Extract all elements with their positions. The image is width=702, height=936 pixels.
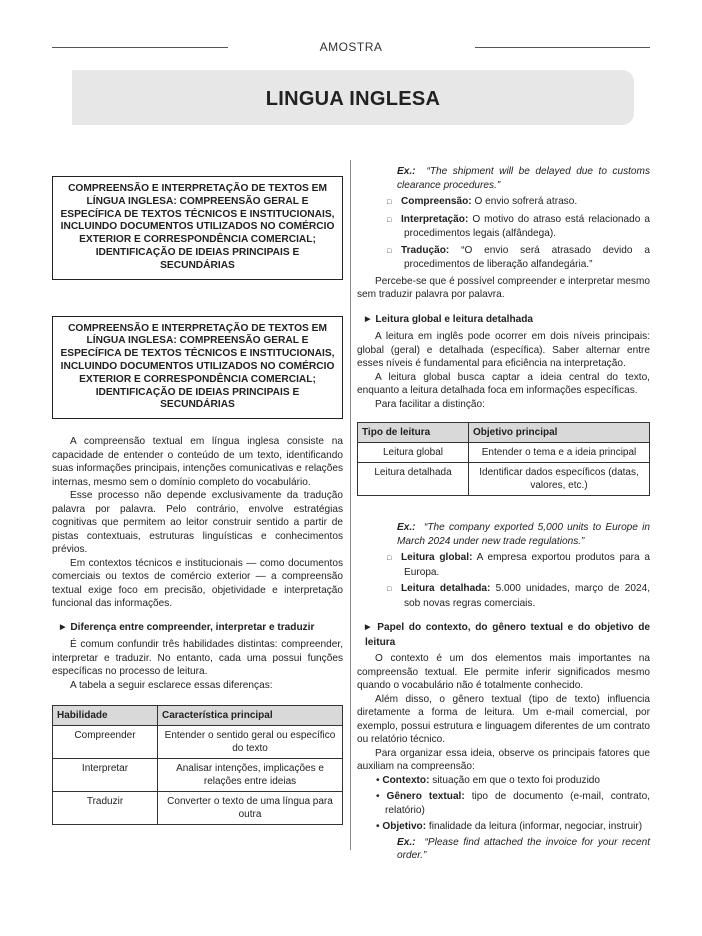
example: Ex.: “The shipment will be delayed due to customs clearance procedures.” [397,166,650,191]
title-band [72,70,634,125]
paragraph: A leitura em inglês pode ocorrer em dois níveis principais: global (geral) e detalhada (específica). Saber alternar entre esses níveis é fundamental para eficiência na interpretação. [357,331,650,369]
table-cell: Interpretar [53,759,158,792]
table-row [53,726,343,759]
table-cell: Compreender [53,726,158,759]
list-item: • Contexto: situação em que o texto foi produzido [376,774,601,786]
table-header: Habilidade [53,706,158,726]
square-bullet-icon: □ [387,555,392,562]
example: Ex.: “Please find attached the invoice for your recent order.” [397,836,650,861]
example-item: □ Tradução: “O envio será atrasado devido a procedimentos de liberação alfandegária.” [387,244,650,270]
table-header: Característica principal [158,706,343,726]
topic-box: COMPREENSÃO E INTERPRETAÇÃO DE TEXTOS EM LÍNGUA INGLESA: COMPREENSÃO GERAL E ESPECÍFICA DE TEXTOS TÉCNICOS E INSTITUCIONAIS, INCLUINDO DOCUMENTOS UTILIZADOS NO COMÉRCIO EXTERIOR E CORRESPONDÊNCIA COMERCIAL; IDENTIFICAÇÃO DE IDEIAS PRINCIPAIS E SECUNDÁRIAS [52,316,343,420]
table-row [53,792,343,825]
example-label: Ex.: [397,836,416,848]
square-bullet-icon: □ [387,199,392,206]
table-cell: Traduzir [53,792,158,825]
example-item: □ Leitura global: A empresa exportou produtos para a Europa. [387,552,650,578]
left-column [52,165,343,825]
paragraph: Em contextos técnicos e institucionais — como documentos comerciais ou textos de comércio exterior — a compreensão textual exige foco em precisão, objetividade e interpretação funcional das informações. [52,557,343,610]
table-row [53,759,343,792]
table-row [358,463,650,496]
triangle-bullet-icon: ▶ [365,624,373,631]
table-cell: Leitura global [358,443,469,463]
table-cell: Converter o texto de uma língua para outra [158,792,343,825]
skills-table [52,705,343,825]
header-rule-right [475,47,650,48]
header-label: AMOSTRA [319,40,383,54]
table-row [358,443,650,463]
right-column [357,165,650,863]
section-heading: ▶ Leitura global e leitura detalhada [365,313,534,325]
example-item: □ Leitura detalhada: 5.000 unidades, março de 2024, sob novas regras comerciais. [387,583,650,609]
section-heading: ▶ Papel do contexto, do gênero textual e do objetivo de leitura [365,622,650,648]
paragraph: Esse processo não depende exclusivamente da tradução palavra por palavra. Pelo contrário, envolve estratégias cognitivas que permitem ao leitor construir sentido a partir de pistas contextuais, estruturas linguísticas e conhecimentos prévios. [52,490,343,556]
paragraph: A compreensão textual em língua inglesa consiste na capacidade de entender o conteúdo de um texto, identificando suas informações principais, intenções comunicativas e relações internas, mesmo sem o domínio completo do vocabulário. [52,436,343,488]
list-item: • Objetivo: finalidade da leitura (informar, negociar, instruir) [376,821,643,832]
example-label: Ex.: [397,166,416,177]
paragraph: O contexto é um dos elementos mais importantes na compreensão textual. Ele permite inferir significados mesmo quando o vocabulário não é totalmente conhecido. [357,653,650,691]
page-title: LINGUA INGLESA [265,88,441,110]
table-cell: Identificar dados específicos (datas, valores, etc.) [469,463,650,496]
list-item: • Gênero textual: tipo de documento (e-mail, contrato, relatório) [376,791,650,816]
table-cell: Analisar intenções, implicações e relações entre ideias [158,759,343,792]
square-bullet-icon: □ [387,216,392,224]
table-cell: Leitura detalhada [358,463,469,496]
paragraph: Percebe-se que é possível compreender e interpretar mesmo sem traduzir palavra por palavra. [357,275,650,300]
paragraph: Para organizar essa ideia, observe os principais fatores que auxiliam na compreensão: [357,747,650,772]
square-bullet-icon: □ [387,586,392,593]
section-heading: ▶ Diferença entre compreender, interpretar e traduzir [60,621,315,633]
paragraph: A tabela a seguir esclarece essas diferenças: [70,679,273,691]
square-bullet-icon: □ [387,247,392,255]
paragraph: Para facilitar a distinção: [375,398,485,410]
column-divider [350,160,351,850]
table-cell: Entender o sentido geral ou específico do texto [158,726,343,759]
example-item: □ Interpretação: O motivo do atraso está relacionado a procedimentos legais (alfândega). [387,213,650,239]
table-header: Tipo de leitura [358,423,469,443]
example: Ex.: “The company exported 5,000 units to Europe in March 2024 under new trade regulations.” [397,522,650,547]
paragraph: A leitura global busca captar a ideia central do texto, enquanto a leitura detalhada foca em informações específicas. [357,371,650,396]
table-cell: Entender o tema e a ideia principal [469,443,650,463]
table-header: Objetivo principal [469,423,650,443]
paragraph: Além disso, o gênero textual (tipo de texto) influencia diretamente a forma de leitura. Um e-mail comercial, por exemplo, possui estrutura e linguagem diferentes de um contrato ou relatório técnico. [357,693,650,745]
paragraph: É comum confundir três habilidades distintas: compreender, interpretar e traduzir. No entanto, cada uma possui funções específicas no processo de leitura. [52,639,343,678]
triangle-bullet-icon: ▶ [60,623,66,631]
topic-box: COMPREENSÃO E INTERPRETAÇÃO DE TEXTOS EM LÍNGUA INGLESA: COMPREENSÃO GERAL E ESPECÍFICA DE TEXTOS TÉCNICOS E INSTITUCIONAIS, INCLUINDO DOCUMENTOS UTILIZADOS NO COMÉRCIO EXTERIOR E CORRESPONDÊNCIA COMERCIAL; IDENTIFICAÇÃO DE IDEIAS PRINCIPAIS E SECUNDÁRIAS [52,176,343,280]
example-label: Ex.: [397,522,416,533]
triangle-bullet-icon: ▶ [365,315,371,323]
reading-types-table [357,422,650,496]
example-item: □ Compreensão: O envio sofrerá atraso. [357,195,650,210]
